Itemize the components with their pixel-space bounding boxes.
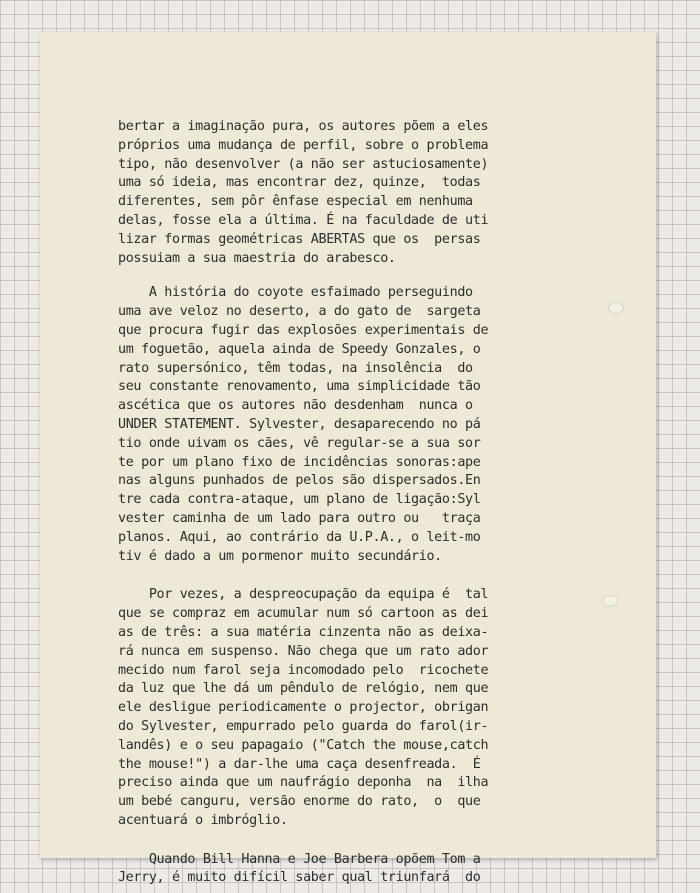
text-line: landês) e o seu papagaio ("Catch the mouse,catch: [118, 737, 489, 753]
text-line: que se compraz em acumular num só cartoon as dei: [118, 606, 489, 622]
text-line: um foguetão, aquela ainda de Speedy Gonzales, o: [118, 341, 481, 357]
text-line: Jerry, é muito difícil saber qual triunfará do: [118, 870, 481, 886]
text-line: A história do coyote esfaimado perseguindo: [118, 285, 473, 301]
text-line: ele desligue periodicamente o projector, obrigan: [118, 700, 489, 716]
paragraph-2: [118, 284, 598, 566]
paragraph-4: [118, 851, 598, 889]
text-line: um bebé canguru, versão enorme do rato, o que: [118, 794, 481, 810]
text-line: vester caminha de um lado para outro ou traça: [118, 510, 481, 526]
text-line: tio onde uivam os cães, vê regular-se a sua sor: [118, 435, 481, 451]
text-line: Quando Bill Hanna e Joe Barbera opõem Tom a: [118, 851, 481, 867]
text-line: do Sylvester, empurrado pelo guarda do farol(ir-: [118, 718, 489, 734]
text-line: nas alguns punhados de pelos são dispersados.En: [118, 473, 481, 489]
text-line: the mouse!") a dar-lhe uma caça desenfreada. É: [118, 756, 481, 772]
text-line: seu constante renovamento, uma simplicidade tão: [118, 379, 481, 395]
text-line: lizar formas geométricas ABERTAS que os persas: [118, 231, 481, 247]
text-line: bertar a imaginação pura, os autores põem a eles: [118, 119, 489, 134]
text-line: as de três: a sua matéria cinzenta não as deixa-: [118, 624, 489, 640]
text-line: acentuará o imbróglio.: [118, 812, 288, 828]
text-line: diferentes, sem pôr ênfase especial em nenhuma: [118, 194, 473, 210]
text-line: preciso ainda que um naufrágio deponha na ilha: [118, 775, 489, 791]
page-body: [118, 118, 598, 888]
text-line: tre cada contra-ataque, um plano de ligação:Syl: [118, 492, 481, 508]
paragraph-3: [118, 586, 598, 830]
text-line: uma ave veloz no deserto, a do gato de sargeta: [118, 304, 481, 320]
text-line: possuiam a sua maestria do arabesco.: [118, 250, 396, 266]
text-line: te por um plano fixo de incidências sonoras:ape: [118, 454, 481, 470]
text-line: UNDER STATEMENT. Sylvester, desaparecendo no pá: [118, 416, 481, 432]
text-line: uma só ideia, mas encontrar dez, quinze, todas: [118, 175, 481, 191]
text-line: da luz que lhe dá um pêndulo de relógio, nem que: [118, 681, 489, 697]
text-line: tipo, não desenvolver (a não ser astuciosamente): [118, 156, 489, 172]
paragraph-1: [118, 118, 598, 268]
text-line: mecido num farol seja incomodado pelo ricochete: [118, 662, 489, 678]
text-line: rato supersónico, têm todas, na insolência do: [118, 360, 473, 376]
punch-hole-top: [608, 302, 624, 314]
text-line: rá nunca em suspenso. Não chega que um rato ador: [118, 643, 489, 659]
text-line: tiv é dado a um pormenor muito secundário.: [118, 548, 442, 564]
text-line: próprios uma mudança de perfil, sobre o problema: [118, 137, 489, 153]
text-line: ascética que os autores não desdenham nunca o: [118, 398, 473, 414]
text-line: Por vezes, a despreocupação da equipa é tal: [118, 587, 489, 603]
text-line: delas, fosse ela a última. É na faculdade de uti: [118, 212, 489, 228]
punch-hole-bottom: [602, 595, 618, 607]
text-line: que procura fugir das explosões experimentais de: [118, 322, 489, 338]
text-line: planos. Aqui, ao contrário da U.P.A., o leit-mo: [118, 529, 481, 545]
